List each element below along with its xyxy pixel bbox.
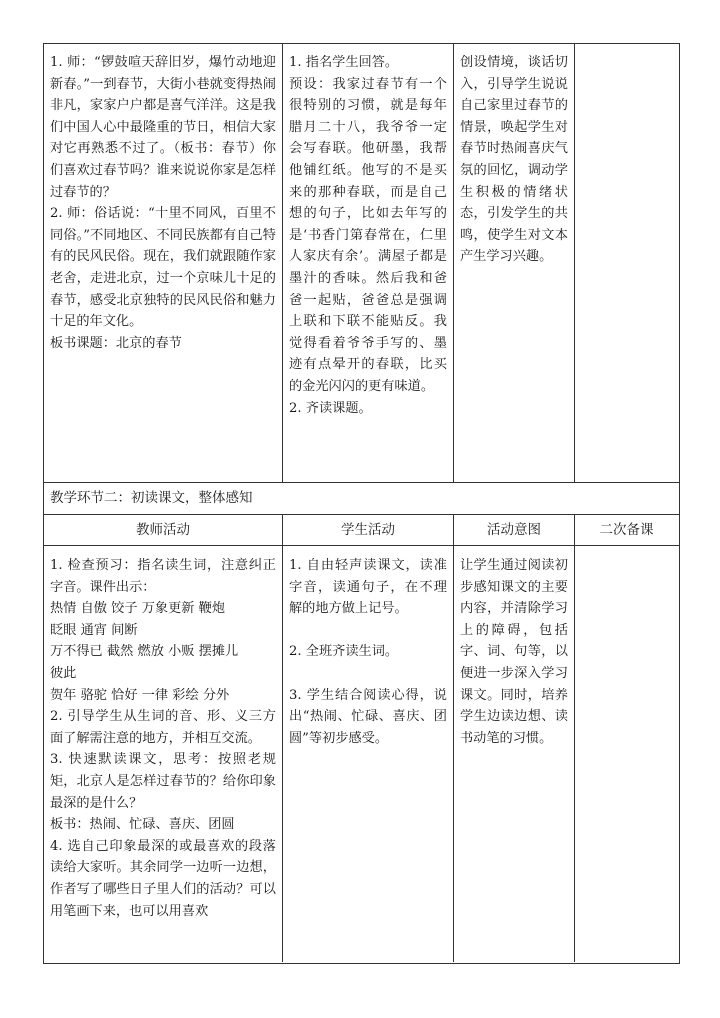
vocab-line: 贺年 骆驼 恰好 一律 彩绘 分外 [50, 687, 230, 703]
board-title: 板书课题：北京的春节 [50, 335, 182, 351]
teacher-line: 4. 选自己印象最深的或最喜欢的段落读给大家听。其余同学一边听一边想，作者写了哪些日子里人们的活动？可以用笔画下来，也可以用喜欢 [50, 838, 276, 919]
activity-intent-cell [454, 48, 574, 480]
board-text: 板书：热闹、忙碌、喜庆、团圆 [50, 817, 235, 833]
header-student: 学生活动 [341, 522, 395, 538]
teacher-paragraph: 2. 师：俗话说：“十里不同风，百里不同俗。”不同地区、不同民族都有自己特有的民风民俗。现在，我们就跟随作家老舍，走进北京，过一个京味儿十足的春节，感受北京独特的民风民俗和魅力十足的年文化。 [50, 206, 276, 330]
vocab-line: 眨眼 通宵 间断 [50, 622, 138, 638]
row-divider [43, 545, 679, 546]
teacher-line: 3. 快速默读课文，思考：按照老规矩，北京人是怎样过春节的？给你印象最深的是什么？ [50, 752, 276, 811]
teacher-line: 2. 引导学生从生词的音、形、义三方面了解需注意的地方，并相互交流。 [50, 709, 276, 746]
header-remark: 二次备课 [599, 522, 654, 538]
activity-intent-cell [454, 551, 574, 961]
header-teacher: 教师活动 [136, 522, 190, 538]
teacher-activity-cell [44, 48, 282, 480]
student-item: 2. 全班齐读生词。 [289, 644, 399, 660]
vocab-line: 万不得已 截然 燃放 小贩 摆摊儿 [50, 644, 239, 660]
student-paragraph: 1. 指名学生回答。 [289, 55, 399, 70]
student-item: 3. 学生结合阅读心得，说出“热闹、忙碌、喜庆、团圆”等初步感受。 [289, 687, 447, 746]
header-intent: 活动意图 [487, 522, 541, 538]
remark-cell [575, 551, 678, 961]
student-item: 1. 自由轻声读课文，读准字音，读通句子，在不理解的地方做上记号。 [289, 558, 447, 617]
row-divider [43, 482, 679, 483]
remark-cell [575, 48, 678, 480]
student-activity-cell [283, 551, 453, 961]
intent-text: 让学生通过阅读初步感知课文的主要内容，并清除学习上的障碍，包括字、词、句等，以便进一步深入学习课文。同时，培养学生边读边想、读书动笔的习惯。 [460, 558, 568, 746]
student-paragraph: 2. 齐读课题。 [289, 400, 372, 416]
vocab-line: 热情 自傲 饺子 万象更新 鞭炮 [50, 601, 226, 617]
teacher-activity-cell [44, 551, 282, 961]
section-title: 教学环节二：初读课文，整体感知 [50, 490, 253, 506]
intent-text: 创设情境，谈话切入，引导学生说说自己家里过春节的情景，唤起学生对春节时热闹喜庆气氛的回忆，调动学生积极的情绪状态，引发学生的共鸣，使学生对文本产生学习兴趣。 [460, 55, 568, 265]
row-divider [43, 514, 679, 515]
teacher-paragraph: 1. 师：“锣鼓喧天辞旧岁，爆竹动地迎新春。”一到春节，大街小巷就变得热闹非凡，家家户户都是喜气洋洋。这是我们中国人心中最隆重的节日，相信大家对它再熟悉不过了。（板书：春节）你们喜欢过春节吗？谁来说说你家是怎样过春节的？ [50, 55, 276, 200]
vocab-line: 彼此 [50, 665, 77, 681]
student-activity-cell [283, 48, 453, 480]
student-paragraph: 预设：我家过春节有一个很特别的习惯，就是每年腊月二十八，我爷爷一定会写春联。他研墨，我帮他铺红纸。他写的不是买来的那种春联，而是自己想的句子，比如去年写的是‘书香门第春常在，仁里人家庆有余’。满屋子都是墨汁的香味。然后我和爸爸一起贴，爸爸总是强调上联和下联不能贴反。我觉得看着爷爷手写的、墨迹有点晕开的春联，比买的金光闪闪的更有味道。 [289, 76, 447, 394]
teacher-line: 1. 检查预习：指名读生词，注意纠正字音。课件出示： [50, 558, 276, 595]
